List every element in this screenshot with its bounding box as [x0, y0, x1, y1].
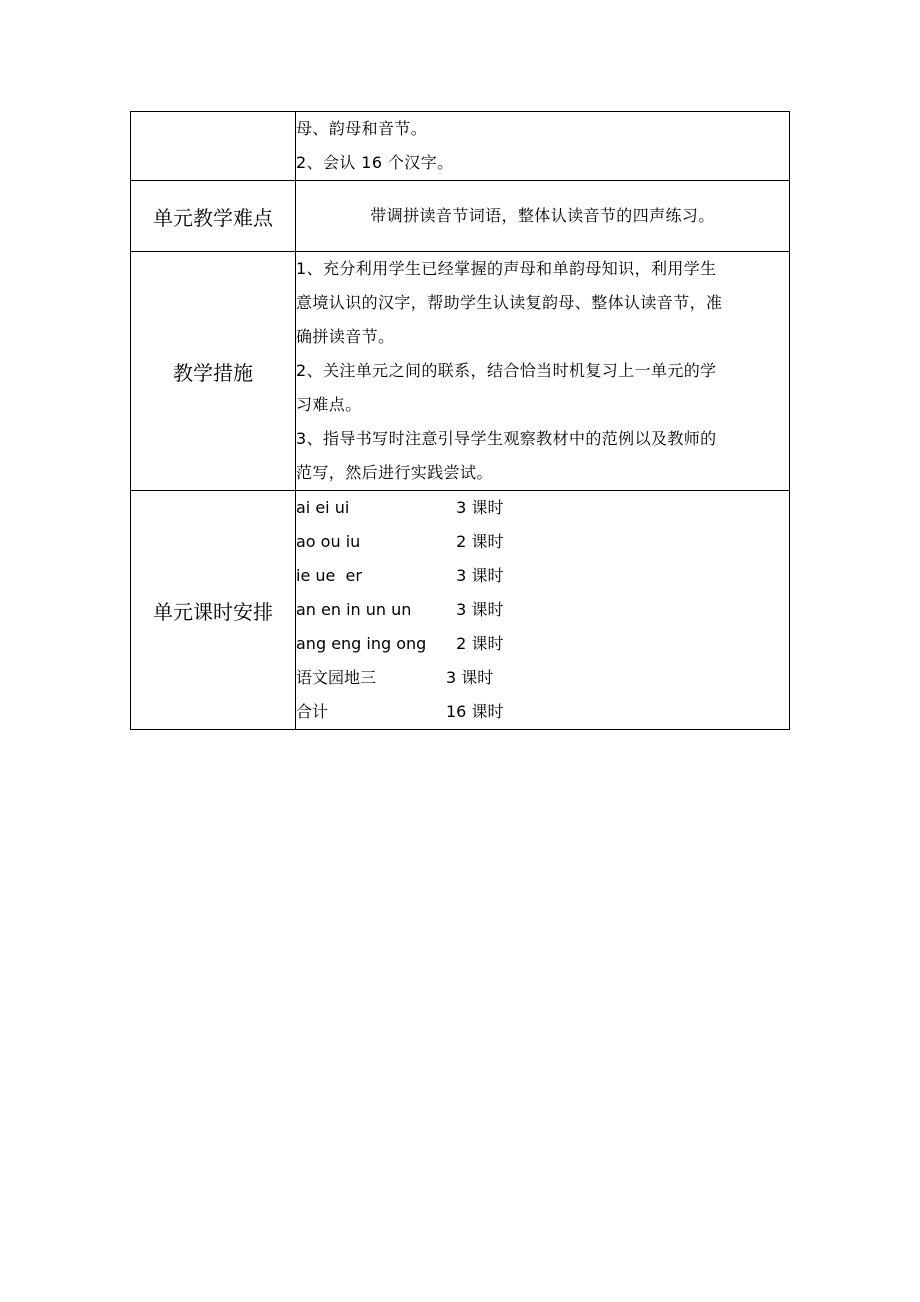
- measures-cell: [296, 252, 790, 491]
- schedule-row: [296, 627, 789, 661]
- goals-continued-cell: [296, 112, 790, 181]
- schedule-item: ao ou iu: [296, 532, 361, 551]
- schedule-row: [296, 559, 789, 593]
- measures-line: 3、指导书写时注意引导学生观察教材中的范例以及教师的: [296, 429, 717, 448]
- measures-label: 教学措施: [131, 252, 296, 491]
- schedule-row: [296, 525, 789, 559]
- schedule-hours: 16 课时: [446, 702, 504, 721]
- schedule-hours: 2 课时: [446, 634, 504, 653]
- row-label-empty: [131, 112, 296, 181]
- schedule-row: [296, 593, 789, 627]
- goals-line: 2、会认 16 个汉字。: [296, 153, 454, 172]
- schedule-item: an en in un un: [296, 600, 412, 619]
- schedule-hours: 3 课时: [446, 498, 504, 517]
- schedule-hours: 2 课时: [446, 532, 504, 551]
- difficulty-text: 带调拼读音节词语，整体认读音节的四声练习。: [296, 181, 790, 252]
- measures-line: 范写，然后进行实践尝试。: [296, 463, 493, 482]
- measures-line: 意境认识的汉字，帮助学生认读复韵母、整体认读音节，准: [296, 293, 723, 312]
- lesson-plan-table: [130, 111, 790, 730]
- schedule-row: [296, 695, 789, 729]
- table-row-measures: [131, 252, 790, 491]
- difficulty-label: 单元教学难点: [131, 181, 296, 252]
- schedule-hours: 3 课时: [446, 566, 504, 585]
- schedule-item: 合计: [296, 702, 329, 721]
- table-row-difficulty: [131, 181, 790, 252]
- table-row-schedule: [131, 491, 790, 730]
- schedule-label: 单元课时安排: [131, 491, 296, 730]
- table-row-goals-continued: [131, 112, 790, 181]
- goals-line: 母、韵母和音节。: [296, 119, 428, 138]
- measures-line: 1、充分利用学生已经掌握的声母和单韵母知识，利用学生: [296, 259, 717, 278]
- measures-line: 确拼读音节。: [296, 327, 395, 346]
- schedule-item: ie ue er: [296, 566, 362, 585]
- measures-line: 习难点。: [296, 395, 362, 414]
- schedule-hours: 3 课时: [446, 600, 504, 619]
- schedule-row: [296, 661, 789, 695]
- schedule-cell: [296, 491, 790, 730]
- schedule-row: [296, 491, 789, 525]
- schedule-item: ai ei ui: [296, 498, 350, 517]
- measures-line: 2、关注单元之间的联系，结合恰当时机复习上一单元的学: [296, 361, 717, 380]
- schedule-hours: 3 课时: [446, 668, 494, 687]
- schedule-item: 语文园地三: [296, 668, 377, 687]
- schedule-item: ang eng ing ong: [296, 634, 427, 653]
